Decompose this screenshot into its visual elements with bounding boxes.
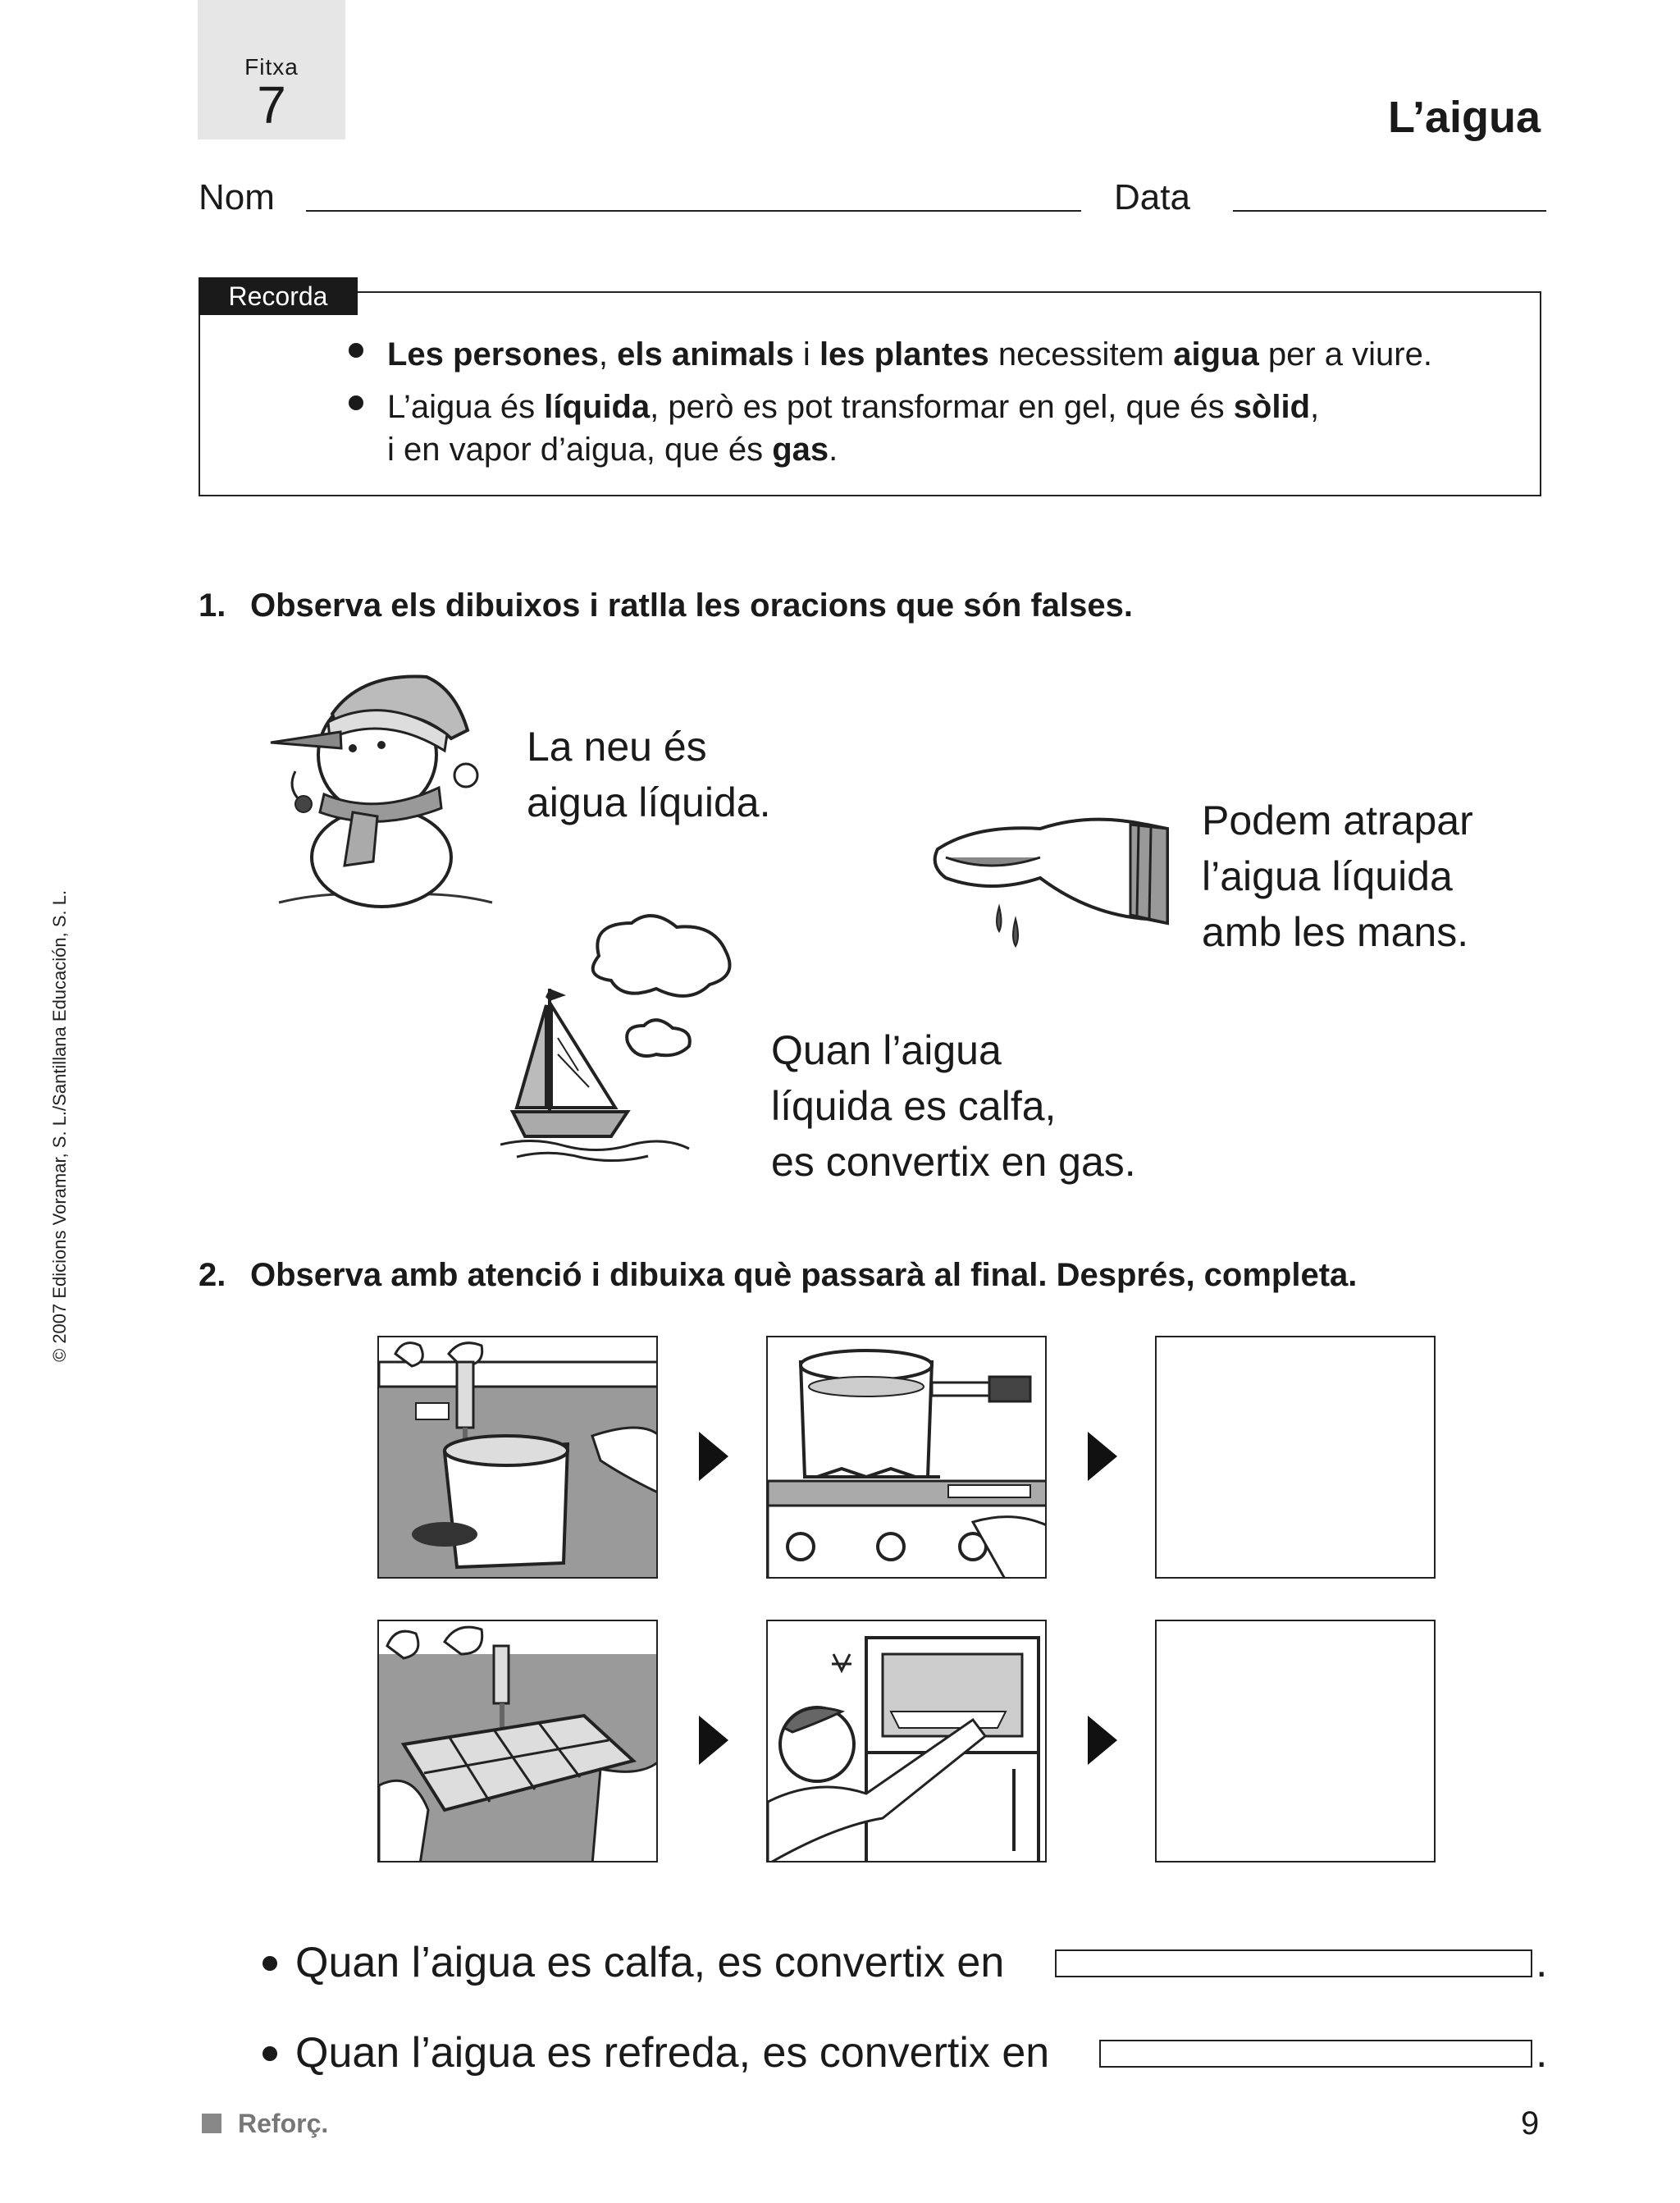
- bold-text: Les persones: [387, 336, 599, 372]
- text-run: .: [829, 432, 838, 468]
- bullet-icon: [349, 343, 363, 358]
- question-2-text: Observa amb atenció i dibuixa què passarà al final. Després, completa.: [250, 1257, 1358, 1293]
- arrow-right-icon: [1088, 1716, 1117, 1765]
- bullet-icon: [262, 2046, 277, 2061]
- bold-text: les plantes: [819, 336, 989, 372]
- date-label: Data: [1114, 177, 1190, 217]
- question-1-number: 1.: [199, 587, 226, 624]
- copyright: © 2007 Edicions Voramar, S. L./Santillana Educación, S. L.: [49, 889, 70, 1362]
- snow-sentence-line-2[interactable]: aigua líquida.: [527, 779, 771, 825]
- boat-sentence-line-1[interactable]: Quan l’aigua: [771, 1027, 1002, 1073]
- page-number: 9: [1521, 2105, 1540, 2141]
- bold-text: líquida: [544, 389, 651, 425]
- drawing-box-2[interactable]: [1155, 1620, 1436, 1862]
- recorda-bullet-1: [387, 333, 1432, 376]
- recorda-bullet-2-line-2: [387, 428, 838, 471]
- period: .: [1536, 1939, 1548, 1986]
- text-run: necessitem: [988, 336, 1174, 372]
- hands-sentence-line-1[interactable]: Podem atrapar: [1202, 798, 1473, 843]
- bold-text: els animals: [617, 336, 794, 372]
- arrow-right-icon: [1088, 1432, 1117, 1481]
- fitxa-label: Fitxa: [244, 54, 299, 80]
- bullet-icon: [262, 1956, 277, 1971]
- text-run: i en vapor d’aigua, que és: [387, 432, 773, 468]
- fitxa-number: 7: [257, 75, 286, 135]
- bold-text: sòlid: [1233, 389, 1311, 425]
- hands-illustration: [925, 808, 1171, 972]
- fill-sentence-1: Quan l’aigua es calfa, es convertix en: [295, 1939, 1005, 1986]
- snow-sentence-line-1[interactable]: La neu és: [527, 724, 707, 770]
- panel-filling-pot: [377, 1336, 658, 1579]
- page-title: L’aigua: [1387, 93, 1541, 142]
- panel-freezer: [766, 1620, 1047, 1862]
- fitxa-box: [198, 0, 345, 139]
- bold-text: aigua: [1173, 336, 1259, 372]
- hands-sentence-line-3[interactable]: amb les mans.: [1202, 909, 1469, 955]
- answer-input-2[interactable]: [1099, 2040, 1532, 2068]
- name-field[interactable]: [306, 210, 1081, 212]
- drawing-box-1[interactable]: [1155, 1336, 1436, 1579]
- boat-sentence-line-3[interactable]: es convertix en gas.: [771, 1139, 1136, 1185]
- bullet-icon: [349, 395, 363, 410]
- fill-sentence-2: Quan l’aigua es refreda, es convertix en: [295, 2029, 1050, 2077]
- question-2-number: 2.: [199, 1257, 226, 1293]
- recorda-tag: Recorda: [199, 277, 358, 315]
- bold-text: gas: [772, 432, 829, 468]
- footer-square-icon: [202, 2114, 221, 2133]
- name-label: Nom: [199, 177, 275, 217]
- text-run: L’aigua és: [387, 389, 545, 425]
- snowman-illustration: [262, 656, 500, 919]
- boat-illustration: [500, 907, 746, 1169]
- period: .: [1536, 2029, 1548, 2077]
- date-field[interactable]: [1233, 210, 1546, 212]
- text-run: ,: [1310, 389, 1320, 425]
- footer-label: Reforç.: [238, 2109, 329, 2138]
- hands-sentence-line-2[interactable]: l’aigua líquida: [1202, 853, 1453, 899]
- answer-input-1[interactable]: [1055, 1949, 1532, 1977]
- recorda-bullet-2-line-1: [387, 386, 1319, 428]
- text-run: per a viure.: [1258, 336, 1432, 372]
- question-1-text: Observa els dibuixos i ratlla les oracions que són falses.: [250, 587, 1133, 624]
- panel-filling-ice-tray: [377, 1620, 658, 1862]
- text-run: i: [793, 336, 819, 372]
- panel-heating-pot: [766, 1336, 1047, 1579]
- text-run: ,: [598, 336, 618, 372]
- text-run: , però es pot transformar en gel, que és: [650, 389, 1234, 425]
- boat-sentence-line-2[interactable]: líquida es calfa,: [771, 1083, 1057, 1129]
- arrow-right-icon: [699, 1432, 728, 1481]
- arrow-right-icon: [699, 1716, 728, 1765]
